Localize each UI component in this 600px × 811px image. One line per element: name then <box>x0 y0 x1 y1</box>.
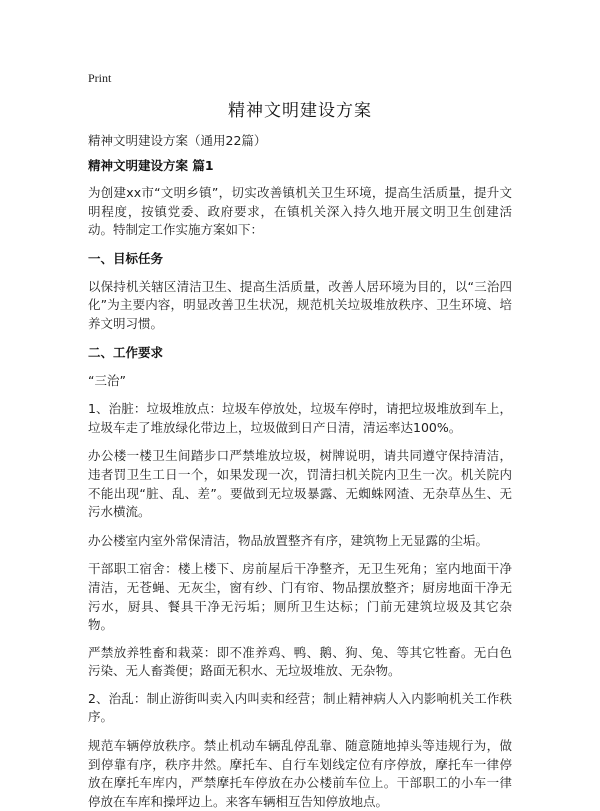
paragraph: 干部职工宿舍：楼上楼下、房前屋后干净整齐，无卫生死角；室内地面干净清洁，无苍蝇、无灰尘，窗有纱、门有帘、物品摆放整齐；厨房地面干净无污水，厨具、餐具干净无污垢；厕所卫生达标；门前无建筑垃圾及其它杂物。 <box>88 561 512 633</box>
paragraph: 2、治乱：制止游街叫卖入内叫卖和经营；制止精神病人入内影响机关工作秩序。 <box>88 690 512 725</box>
paragraph: 办公楼室内室外常保清洁，物品放置整齐有序，建筑物上无显露的尘垢。 <box>88 532 489 548</box>
document-title: 精神文明建设方案 <box>228 101 372 121</box>
print-link[interactable]: Print <box>88 71 112 85</box>
paragraph: 严禁放养牲畜和栽菜：即不准养鸡、鸭、鹅、狗、兔、等其它牲畜。无白色污染、无人畜粪便；路面无积水、无垃圾堆放、无杂物。 <box>88 644 512 679</box>
paragraph: 以保持机关辖区清洁卫生、提高生活质量，改善人居环境为目的，以“三治四化”为主要内容，明显改善卫生状况，规范机关垃圾堆放秩序、卫生环境、培养文明习惯。 <box>88 278 512 331</box>
document-subtitle: 精神文明建设方案（通用22篇） <box>88 133 267 148</box>
paragraph: 规范车辆停放秩序。禁止机动车辆乱停乱靠、随意随地掉头等违规行为，做到停靠有序，秩序井然。摩托车、自行车划线定位有序停放，摩托车一律停放在摩托车库内，严禁摩托车停放在办公楼前车位上。干部职工的小车一律停放在车库和操坪边上。来客车辆相互告知停放地点。 <box>88 738 512 809</box>
section-heading-requirements: 二、工作要求 <box>88 344 164 360</box>
article-heading: 精神文明建设方案 篇1 <box>88 158 214 173</box>
section-heading-goals: 一、目标任务 <box>88 250 164 266</box>
paragraph: 1、治脏：垃圾堆放点：垃圾车停放处，垃圾车停时，请把垃圾堆放到车上，垃圾车走了堆放绿化带边上，垃圾做到日产日清，清运率达100%。 <box>88 401 512 435</box>
intro-paragraph: 为创建xx市“文明乡镇”，切实改善镇机关卫生环境，提高生活质量，提升文明程度，按镇党委、政府要求，在镇机关深入持久地开展文明卫生创建活动。特制定工作实施方案如下： <box>88 185 512 238</box>
paragraph: “三治” <box>88 372 126 388</box>
document-page <box>88 70 512 811</box>
paragraph: 办公楼一楼卫生间踏步口严禁堆放垃圾，树牌说明，请共同遵守保持清洁，违者罚卫生工日一个，如果发现一次，罚清扫机关院内卫生一次。机关院内不能出现“脏、乱、差”。要做到无垃圾暴露、无蜘蛛网渣、无杂草丛生、无污水横流。 <box>88 448 512 520</box>
